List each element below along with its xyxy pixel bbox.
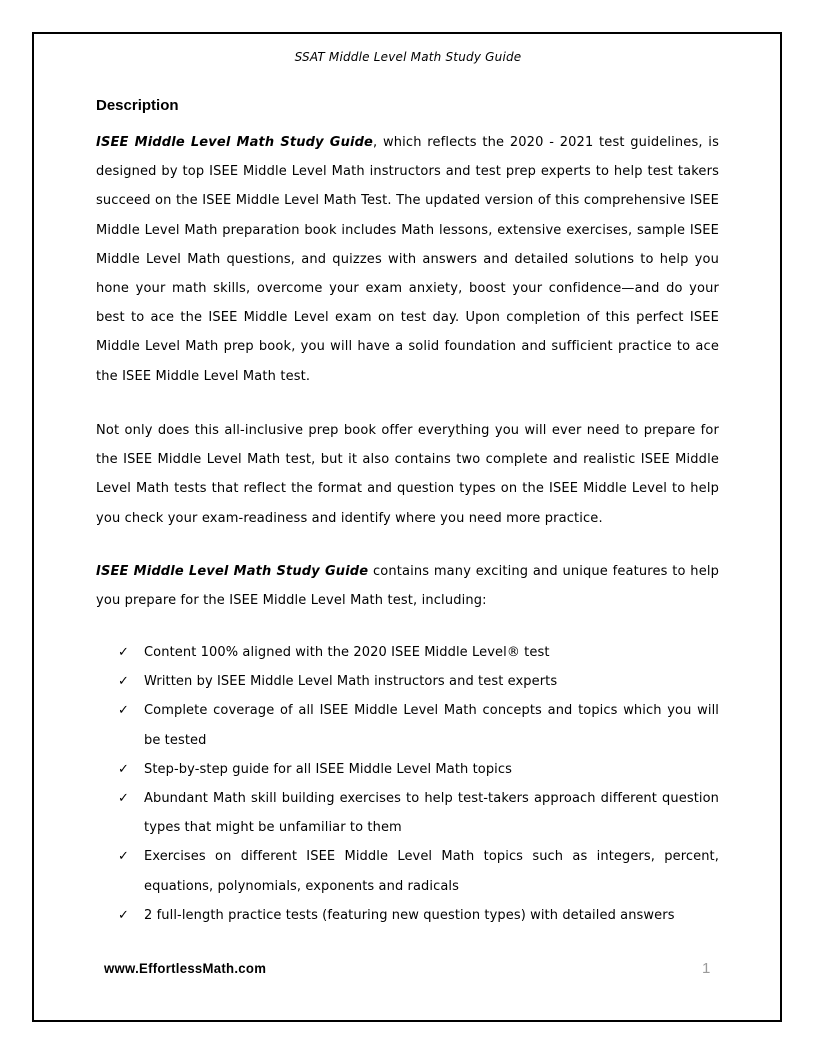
paragraph-features-intro (96, 557, 719, 615)
book-title: ISEE Middle Level Math Study Guide (96, 135, 374, 150)
paragraph-intro (96, 128, 719, 391)
feature-item (118, 842, 719, 900)
feature-item (118, 667, 719, 696)
feature-text: Step-by-step guide for all ISEE Middle Level Math topics (144, 761, 513, 777)
feature-item (118, 784, 719, 842)
footer-website: www.EffortlessMath.com (104, 960, 267, 976)
feature-text: 2 full-length practice tests (featuring new question types) with detailed answers (144, 907, 675, 923)
feature-text: Complete coverage of all ISEE Middle Level Math concepts and topics which you will be tested (144, 703, 719, 748)
feature-text: Exercises on different ISEE Middle Level Math topics such as integers, percent, equations, polynomials, exponents and radicals (144, 849, 719, 894)
feature-item (118, 638, 719, 667)
feature-list (118, 638, 719, 930)
checkmark-icon: ✓ (118, 849, 129, 865)
feature-text: Written by ISEE Middle Level Math instructors and test experts (144, 674, 558, 690)
checkmark-icon: ✓ (118, 674, 129, 690)
running-header: SSAT Middle Level Math Study Guide (294, 50, 522, 64)
feature-text: Content 100% aligned with the 2020 ISEE Middle Level® test (144, 645, 550, 660)
feature-item (118, 901, 719, 930)
feature-item (118, 755, 719, 784)
checkmark-icon: ✓ (118, 907, 129, 923)
checkmark-icon: ✓ (118, 703, 129, 719)
checkmark-icon: ✓ (118, 645, 129, 660)
paragraph-features-intro-text: contains many exciting and unique features to help you prepare for the ISEE Middle Level Math test, including: (96, 564, 720, 609)
section-heading: Description (96, 97, 179, 114)
checkmark-icon: ✓ (118, 761, 129, 777)
page-number: 1 (702, 960, 711, 977)
book-title: ISEE Middle Level Math Study Guide (96, 564, 369, 579)
feature-item (118, 696, 719, 754)
paragraph-contents: Not only does this all-inclusive prep book offer everything you will ever need to prepare for the ISEE Middle Level Math test, but it also contains two complete and realistic ISEE Middle Level Math tests that reflect the format and question types on the ISEE Middle Level to help you check your exam-readiness and identify where you need more practice. (96, 423, 719, 526)
feature-text: Abundant Math skill building exercises to help test-takers approach different question types that might be unfamiliar to them (144, 791, 719, 836)
paragraph-intro-text: , which reflects the 2020 - 2021 test guidelines, is designed by top ISEE Middle Level Math instructors and test prep experts to help test takers succeed on the ISEE Middle Level Math Test. The updated version of this comprehensive ISEE Middle Level Math preparation book includes Math lessons, extensive exercises, sample ISEE Middle Level Math questions, and quizzes with answers and detailed solutions to help you hone your math skills, overcome your exam anxiety, boost your confidence—and do your best to ace the ISEE Middle Level exam on test day. Upon completion of this perfect ISEE Middle Level Math prep book, you will have a solid foundation and sufficient practice to ace the ISEE Middle Level Math test. (96, 135, 719, 384)
checkmark-icon: ✓ (118, 791, 129, 807)
